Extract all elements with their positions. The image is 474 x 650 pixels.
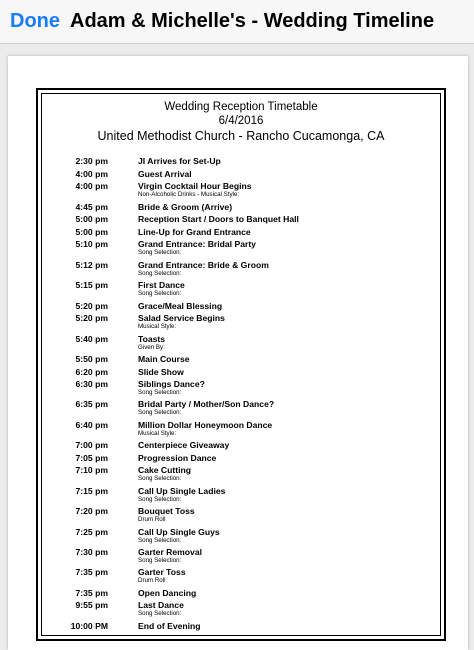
row-body: [138, 567, 440, 585]
timetable-rows: [42, 156, 440, 633]
row-body: [138, 621, 440, 631]
row-time: 7:05 pm: [75, 452, 108, 463]
row-time: 5:12 pm: [75, 259, 108, 270]
row-time: 7:25 pm: [75, 526, 108, 537]
row-body: [138, 334, 440, 352]
timetable-row: [42, 506, 440, 524]
timetable-row: [42, 260, 440, 278]
row-time: 6:35 pm: [75, 399, 108, 410]
row-event: Salad Service Begins: [138, 313, 225, 324]
timetable-row: [42, 214, 440, 224]
row-note: Song Selection:: [138, 495, 182, 503]
row-time: 4:45 pm: [75, 201, 108, 212]
row-event: Million Dollar Honeymoon Dance: [138, 419, 273, 430]
row-event: Grand Entrance: Bridal Party: [138, 239, 256, 250]
timetable-row: [42, 181, 440, 199]
row-event: Garter Toss: [138, 567, 186, 578]
row-time: 5:20 pm: [75, 313, 108, 324]
row-body: [138, 301, 440, 311]
timetable-row: [42, 227, 440, 237]
timetable-row: [42, 367, 440, 377]
row-time: 6:40 pm: [75, 419, 108, 430]
row-body: [138, 588, 440, 598]
row-event: Bouquet Toss: [138, 506, 195, 517]
row-note: Song Selection:: [138, 536, 182, 544]
row-event: Siblings Dance?: [138, 379, 205, 390]
timetable-row: [42, 169, 440, 179]
row-body: [138, 181, 440, 199]
row-event: Call Up Single Guys: [138, 526, 220, 537]
row-note: Song Selection:: [138, 249, 182, 257]
row-time: 7:15 pm: [75, 485, 108, 496]
row-body: [138, 420, 440, 438]
timetable-row: [42, 465, 440, 483]
row-note: Musical Style:: [138, 429, 177, 437]
row-event: Bridal Party / Mother/Son Dance?: [138, 399, 275, 410]
timetable-header: [42, 100, 440, 144]
timetable-border: [36, 88, 446, 641]
row-body: [138, 260, 440, 278]
row-body: [138, 202, 440, 212]
timetable-row: [42, 313, 440, 331]
row-time: 5:00 pm: [75, 214, 108, 225]
row-event: Call Up Single Ladies: [138, 485, 226, 496]
row-event: Bride & Groom (Arrive): [138, 201, 233, 212]
row-body: [138, 169, 440, 179]
row-note: Given By:: [138, 343, 165, 351]
row-body: [138, 367, 440, 377]
row-note: Song Selection:: [138, 475, 182, 483]
timetable-row: [42, 440, 440, 450]
row-body: [138, 227, 440, 237]
document-page[interactable]: [8, 56, 468, 650]
row-event: Open Dancing: [138, 587, 197, 598]
row-body: [138, 547, 440, 565]
row-note: Song Selection:: [138, 269, 182, 277]
row-body: [138, 527, 440, 545]
timetable-row: [42, 354, 440, 364]
row-note: Song Selection:: [138, 409, 182, 417]
row-time: 7:35 pm: [75, 567, 108, 578]
row-body: [138, 280, 440, 298]
timetable-row: [42, 239, 440, 257]
row-body: [138, 214, 440, 224]
row-time: 7:30 pm: [75, 547, 108, 558]
row-time: 10:00 PM: [70, 620, 108, 631]
row-event: Virgin Cocktail Hour Begins: [138, 181, 252, 192]
timetable-row: [42, 334, 440, 352]
timetable-row: [42, 453, 440, 463]
row-body: [138, 453, 440, 463]
row-event: Guest Arrival: [138, 168, 192, 179]
timetable-row: [42, 420, 440, 438]
row-note: Song Selection:: [138, 389, 182, 397]
row-body: [138, 379, 440, 397]
row-event: Grace/Meal Blessing: [138, 300, 223, 311]
row-body: [138, 156, 440, 166]
row-body: [138, 506, 440, 524]
row-body: [138, 600, 440, 618]
row-time: 6:30 pm: [75, 379, 108, 390]
row-event: Main Course: [138, 353, 190, 364]
timetable-row: [42, 621, 440, 631]
row-body: [138, 440, 440, 450]
row-event: Grand Entrance: Bride & Groom: [138, 259, 269, 270]
row-note: Drum Roll: [138, 577, 166, 585]
row-event: Cake Cutting: [138, 465, 191, 476]
timetable-venue: United Methodist Church - Rancho Cucamonga, CA: [97, 129, 385, 143]
row-event: Garter Removal: [138, 547, 203, 558]
row-note: Song Selection:: [138, 557, 182, 565]
timetable-row: [42, 588, 440, 598]
row-event: Toasts: [138, 333, 166, 344]
row-time: 4:00 pm: [75, 168, 108, 179]
row-time: 4:00 pm: [75, 181, 108, 192]
row-note: Song Selection:: [138, 610, 182, 618]
row-body: [138, 486, 440, 504]
row-time: 5:10 pm: [75, 239, 108, 250]
row-time: 9:55 pm: [75, 600, 108, 611]
row-body: [138, 399, 440, 417]
timetable-row: [42, 280, 440, 298]
row-event: Line-Up for Grand Entrance: [138, 226, 251, 237]
timetable-inner-border: [41, 93, 441, 636]
timetable-row: [42, 399, 440, 417]
row-time: 7:20 pm: [75, 506, 108, 517]
row-time: 5:15 pm: [75, 280, 108, 291]
row-body: [138, 354, 440, 364]
row-event: Slide Show: [138, 366, 184, 377]
row-time: 7:35 pm: [75, 587, 108, 598]
row-event: Progression Dance: [138, 452, 217, 463]
row-event: Last Dance: [138, 600, 184, 611]
timetable-heading: Wedding Reception Timetable: [164, 101, 318, 113]
document-title: Adam & Michelle's - Wedding Timeline: [70, 10, 435, 32]
timetable-row: [42, 547, 440, 565]
timetable-row: [42, 527, 440, 545]
row-time: 5:20 pm: [75, 300, 108, 311]
scrollbar[interactable]: [470, 44, 474, 650]
done-button[interactable]: Done: [10, 10, 60, 32]
row-note: Drum Roll: [138, 516, 166, 524]
row-event: Reception Start / Doors to Banquet Hall: [138, 214, 299, 225]
row-time: 6:20 pm: [75, 366, 108, 377]
timetable-row: [42, 567, 440, 585]
timetable-date: 6/4/2016: [218, 115, 264, 127]
row-event: JI Arrives for Set-Up: [138, 156, 221, 166]
row-time: 5:50 pm: [75, 353, 108, 364]
row-body: [138, 465, 440, 483]
row-event: First Dance: [138, 280, 185, 291]
row-body: [138, 313, 440, 331]
row-event: End of Evening: [138, 620, 201, 631]
row-time: 7:10 pm: [75, 465, 108, 476]
row-time: 5:00 pm: [75, 226, 108, 237]
timetable-row: [42, 301, 440, 311]
row-body: [138, 239, 440, 257]
row-note: Musical Style:: [138, 323, 177, 331]
row-note: Non-Alcoholic Drinks - Musical Style:: [138, 191, 240, 199]
navigation-bar: [0, 0, 474, 44]
timetable-row: [42, 600, 440, 618]
timetable-row: [42, 156, 440, 166]
row-time: 5:40 pm: [75, 333, 108, 344]
timetable-row: [42, 379, 440, 397]
timetable-row: [42, 202, 440, 212]
timetable-row: [42, 486, 440, 504]
row-time: 2:30 pm: [75, 156, 108, 166]
row-note: Song Selection:: [138, 290, 182, 298]
row-time: 7:00 pm: [75, 440, 108, 451]
row-event: Centerpiece Giveaway: [138, 440, 230, 451]
